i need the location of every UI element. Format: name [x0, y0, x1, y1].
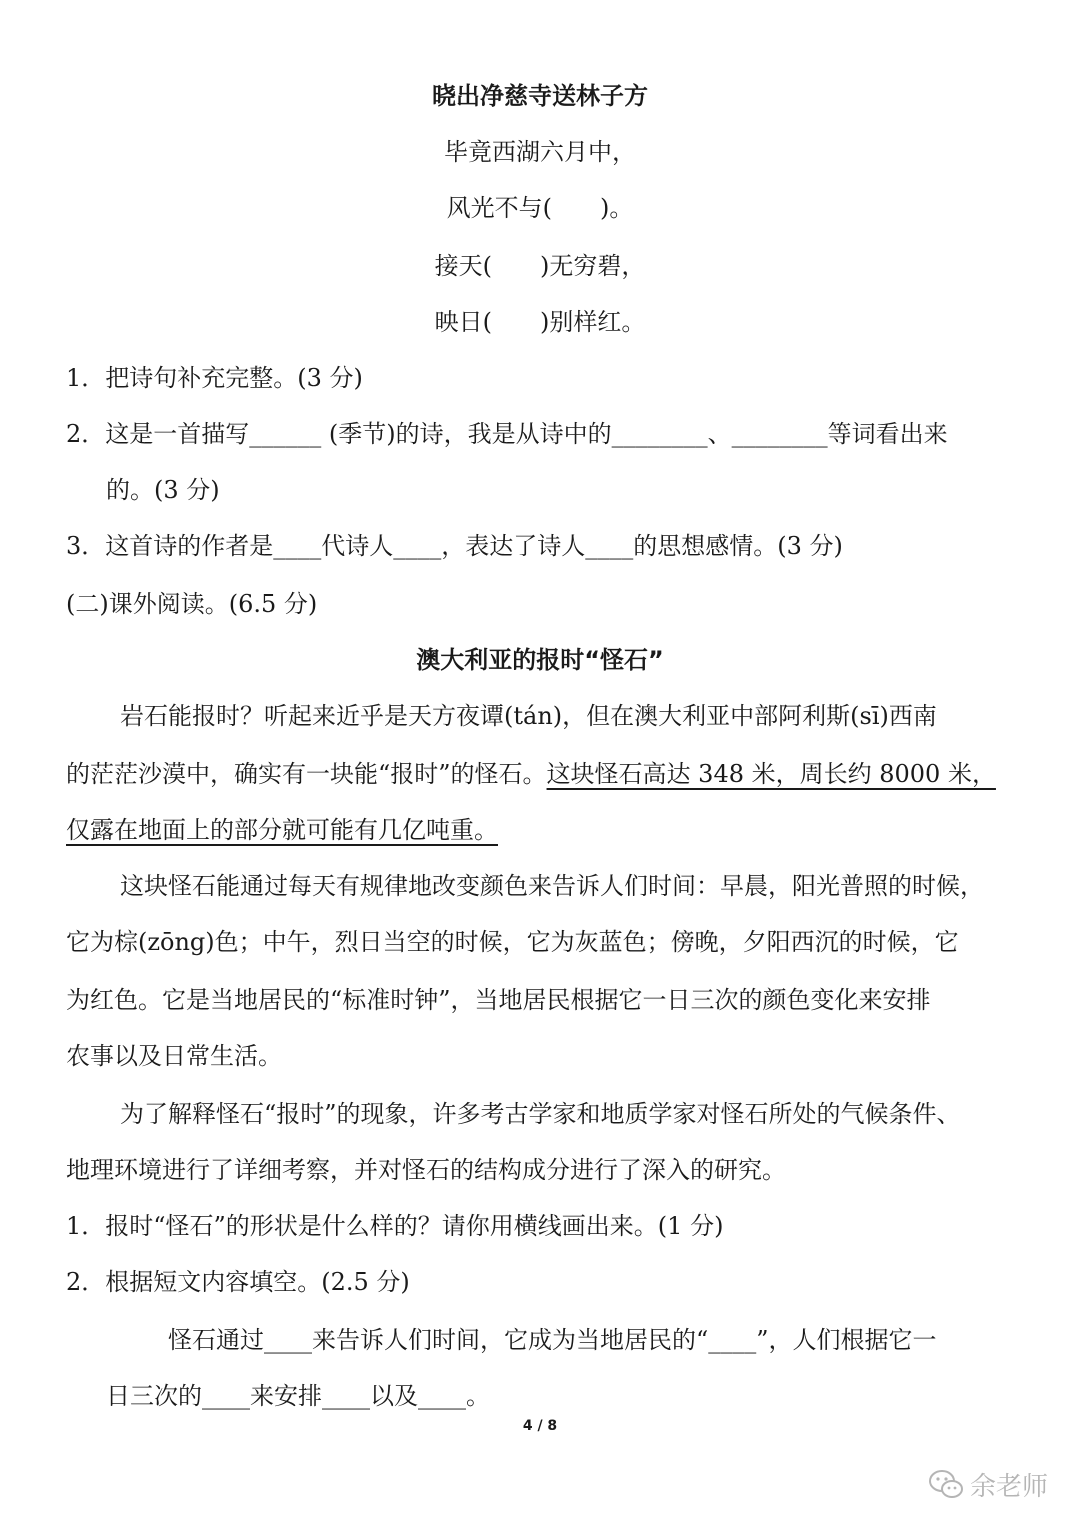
poem-line-2: 风光不与( )。 — [446, 194, 634, 222]
article-p1-underlined-2: 仅露在地面上的部分就可能有几亿吨重。 — [66, 816, 498, 844]
poem-question-2-cont: 的。(3 分) — [106, 476, 220, 504]
article-p2-line2: 它为棕(zōng)色；中午，烈日当空的时候，它为灰蓝色；傍晚，夕阳西沉的时候，它 — [66, 928, 959, 956]
poem-line-1: 毕竟西湖六月中， — [444, 138, 636, 166]
article-title: 澳大利亚的报时“怪石” — [416, 646, 664, 674]
article-p1-line2-plain: 的茫茫沙漠中，确实有一块能“报时”的怪石。 — [66, 760, 547, 788]
poem-question-3: 3．这首诗的作者是____代诗人____，表达了诗人____的思想感情。(3 分) — [66, 532, 843, 560]
poem-title: 晓出净慈寺送林子方 — [432, 82, 648, 110]
article-p1-line2 — [66, 758, 996, 790]
article-question-1: 1．报时“怪石”的形状是什么样的？请你用横线画出来。(1 分) — [66, 1212, 724, 1240]
article-p2-line3: 为红色。它是当地居民的“标准时钟”，当地居民根据它一日三次的颜色变化来安排 — [66, 986, 931, 1014]
article-p2-line4: 农事以及日常生活。 — [66, 1042, 282, 1070]
wechat-icon — [928, 1469, 964, 1501]
article-p1-underlined-1: 这块怪石高达 348 米，周长约 8000 米， — [546, 760, 996, 788]
watermark — [928, 1466, 1048, 1503]
article-p2-line1: 这块怪石能通过每天有规律地改变颜色来告诉人们时间：早晨，阳光普照的时候， — [120, 872, 984, 900]
poem-question-1: 1．把诗句补充完整。(3 分) — [66, 364, 363, 392]
page-number: 4 / 8 — [522, 1418, 558, 1434]
article-fill-line-2: 日三次的____来安排____以及____。 — [106, 1382, 490, 1410]
watermark-text: 余老师 — [970, 1472, 1049, 1502]
poem-line-3: 接天( )无穷碧， — [434, 252, 646, 280]
article-question-2: 2．根据短文内容填空。(2.5 分) — [66, 1268, 410, 1296]
article-p3-line1: 为了解释怪石“报时”的现象，许多考古学家和地质学家对怪石所处的气候条件、 — [120, 1100, 961, 1128]
poem-line-4: 映日( )别样红。 — [434, 308, 646, 336]
poem-question-2: 2．这是一首描写______ (季节)的诗，我是从诗中的________、________等词看出来 — [66, 420, 948, 448]
article-fill-line-1: 怪石通过____来告诉人们时间，它成为当地居民的“____”，人们根据它一 — [168, 1326, 937, 1354]
article-p1-line1: 岩石能报时？听起来近乎是天方夜谭(tán)，但在澳大利亚中部阿利斯(sī)西南 — [120, 702, 937, 730]
section-heading: (二)课外阅读。(6.5 分) — [66, 590, 318, 618]
article-p3-line2: 地理环境进行了详细考察，并对怪石的结构成分进行了深入的研究。 — [66, 1156, 786, 1184]
